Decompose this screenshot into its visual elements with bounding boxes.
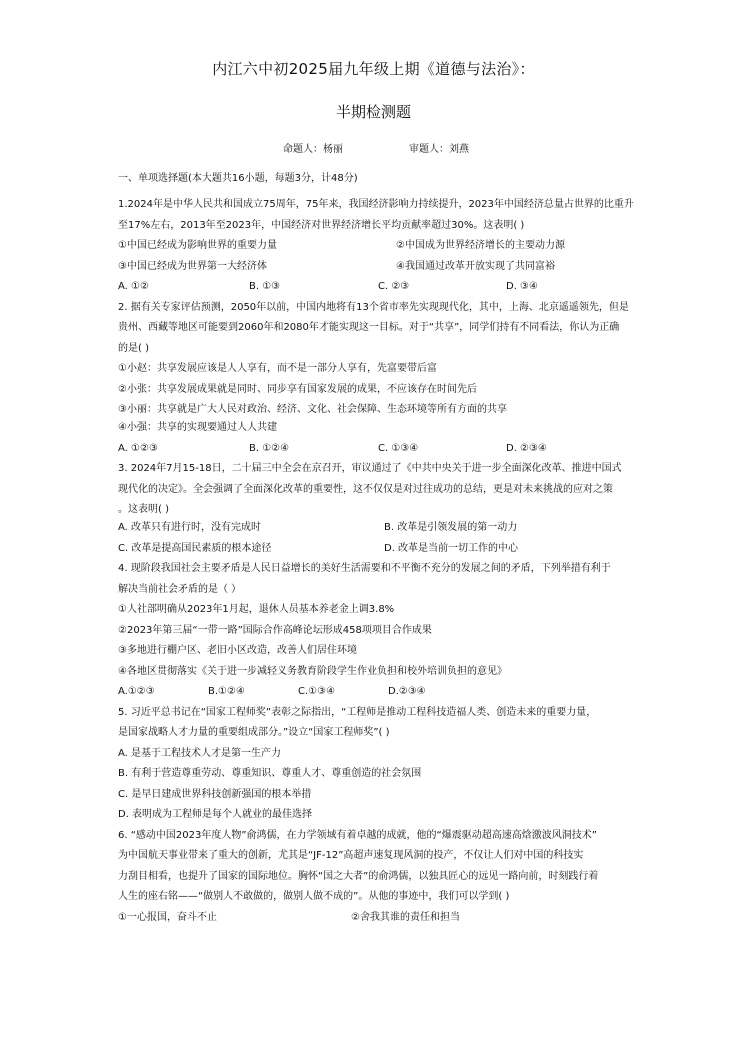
q4-stem-line1: 4. 现阶段我国社会主要矛盾是人民日益增长的美好生活需要和不平衡不充分的发展之间的矛盾，下列举措有利于	[118, 563, 611, 574]
q2-answer-a: A. ①②③	[118, 442, 158, 454]
q1-stem-line1: 1.2024年是中华人民共和国成立75周年，75年来，我国经济影响力持续提升，2023年中国经济总量占世界的比重升	[118, 199, 634, 210]
q3-answer-a: A. 改革只有进行时，没有完成时	[118, 522, 262, 533]
q2-option-1: ①小赵：共享发展应该是人人享有，而不是一部分人享有，先富要带后富	[118, 363, 437, 374]
q4-answer-b: B.①②④	[208, 686, 245, 697]
q1-answer-d: D. ③④	[506, 281, 538, 292]
q5-stem-line2: 是国家战略人才力量的重要组成部分。”设立“国家工程师奖”( )	[118, 727, 390, 738]
q5-answer-c: C. 是早日建成世界科技创新强国的根本举措	[118, 788, 312, 800]
exam-title: 内江六中初2025届九年级上期《道德与法治》：	[212, 60, 535, 78]
q5-answer-d: D. 表明成为工程师是每个人就业的最佳选择	[118, 809, 313, 820]
q2-stem-line1: 2. 据有关专家评估预测，2050年以前，中国内地将有13个省市率先实现现代化，其中，上海、北京遥遥领先，但是	[118, 301, 629, 313]
q6-stem-line2: 为中国航天事业带来了重大的创新，尤其是“JF-12”高超声速复现风洞的投产，不仅让人们对中国的科技实	[118, 850, 584, 861]
q2-option-2: ②小张：共享发展成果就是同时、同步享有国家发展的成果，不应该存在时间先后	[118, 383, 477, 395]
author: 命题人：杨丽	[283, 144, 343, 155]
q2-stem-line3: 的是( )	[118, 342, 149, 354]
exam-subtitle: 半期检测题	[335, 103, 411, 121]
q6-option-2: ②舍我其谁的责任和担当	[351, 911, 460, 923]
q1-option-3: ③中国已经成为世界第一大经济体	[118, 260, 267, 272]
q3-stem-line3: 。这表明( )	[118, 504, 169, 515]
q1-option-4: ④我国通过改革开放实现了共同富裕	[396, 260, 555, 272]
q6-stem-line1: 6. “感动中国2023年度人物”俞鸿儒，在力学领域有着卓越的成就，他的“爆震驱动超高速高焓激波风洞技术”	[118, 829, 597, 841]
q6-stem-line3: 力刮目相看，也提升了国家的国际地位。胸怀“国之大者”的俞鸿儒，以独具匠心的远见一路向前，时刻践行着	[118, 870, 599, 882]
q1-answers	[118, 278, 638, 296]
q1-option-1: ①中国已经成为影响世界的重要力量	[118, 240, 277, 251]
q4-option-1: ①人社部明确从2023年1月起，退休人员基本养老金上调3.8%	[118, 604, 395, 615]
q6-options-row1	[118, 909, 638, 927]
q3-stem-line2: 现代化的决定》。全会强调了全面深化改革的重要性，这不仅仅是对过往成功的总结，更是对未来挑战的应对之策	[118, 483, 613, 495]
q4-answer-a: A.①②③	[118, 686, 155, 697]
q1-answer-a: A. ①②	[118, 281, 149, 292]
q3-answer-b: B. 改革是引领发展的第一动力	[384, 522, 518, 533]
q2-answer-b: B. ①②④	[249, 442, 290, 454]
q4-answer-d: D.②③④	[388, 686, 426, 697]
reviewer: 审题人：刘燕	[409, 144, 469, 155]
q4-answer-c: C.①③④	[298, 686, 336, 697]
q5-answer-a: A. 是基于工程技术人才是第一生产力	[118, 747, 282, 759]
section-title: 一、单项选择题(本大题共16小题，每题3分，计48分)	[118, 173, 358, 184]
q1-option-2: ②中国成为世界经济增长的主要动力源	[396, 240, 565, 251]
question-body	[118, 170, 638, 929]
q4-option-2: ②2023年第三届“一带一路”国际合作高峰论坛形成458项项目合作成果	[118, 624, 432, 636]
q3-answer-d: D. 改革是当前一切工作的中心	[384, 542, 519, 554]
q1-options-row2	[118, 258, 638, 276]
q2-answer-d: D. ②③④	[506, 442, 547, 454]
q5-stem-line1: 5. 习近平总书记在“国家工程师奖”表彰之际指出，“工程师是推动工程科技造福人类、创造未来的重要力量，	[118, 706, 597, 718]
q6-option-1: ①一心报国，奋斗不止	[118, 911, 217, 923]
q2-answers	[118, 440, 638, 458]
q1-stem-line2: 至17%左右，2013年至2023年，中国经济对世界经济增长平均贡献率超过30%。这表明( )	[118, 219, 525, 231]
q3-answer-c: C. 改革是提高国民素质的根本途径	[118, 542, 272, 554]
q3-answers-row2	[118, 540, 638, 558]
q1-options-row1	[118, 237, 638, 255]
q2-option-4: ④小强：共享的实现要通过人人共建	[118, 422, 277, 433]
q4-answers	[118, 683, 638, 701]
q4-stem-line2: 解决当前社会矛盾的是（ ）	[118, 583, 242, 595]
q3-stem-line1: 3. 2024年7月15-18日，二十届三中全会在京召开，审议通过了《中共中央关于进一步全面深化改革、推进中国式	[118, 463, 622, 474]
q1-answer-b: B. ①③	[249, 281, 281, 292]
q2-option-3: ③小丽：共享就是广大人民对政治、经济、文化、社会保障、生态环境等所有方面的共享	[118, 404, 507, 415]
q6-stem-line4: 人生的座右铭——“做别人不敢做的，做别人做不成的”。从他的事迹中，我们可以学到( )	[118, 891, 510, 902]
q1-answer-c: C. ②③	[378, 281, 410, 292]
q3-answers-row1	[118, 519, 638, 537]
q2-stem-line2: 贵州、西藏等地区可能要到2060年和2080年才能实现这一目标。对于“共享”，同学们持有不同看法，你认为正确	[118, 322, 620, 333]
q4-option-4: ④各地区贯彻落实《关于进一步减轻义务教育阶段学生作业负担和校外培训负担的意见》	[118, 665, 507, 677]
q4-option-3: ③多地进行棚户区、老旧小区改造，改善人们居住环境	[118, 645, 357, 656]
q2-answer-c: C. ①③④	[378, 442, 419, 454]
q5-answer-b: B. 有利于营造尊重劳动、尊重知识、尊重人才、尊重创造的社会氛围	[118, 768, 422, 779]
